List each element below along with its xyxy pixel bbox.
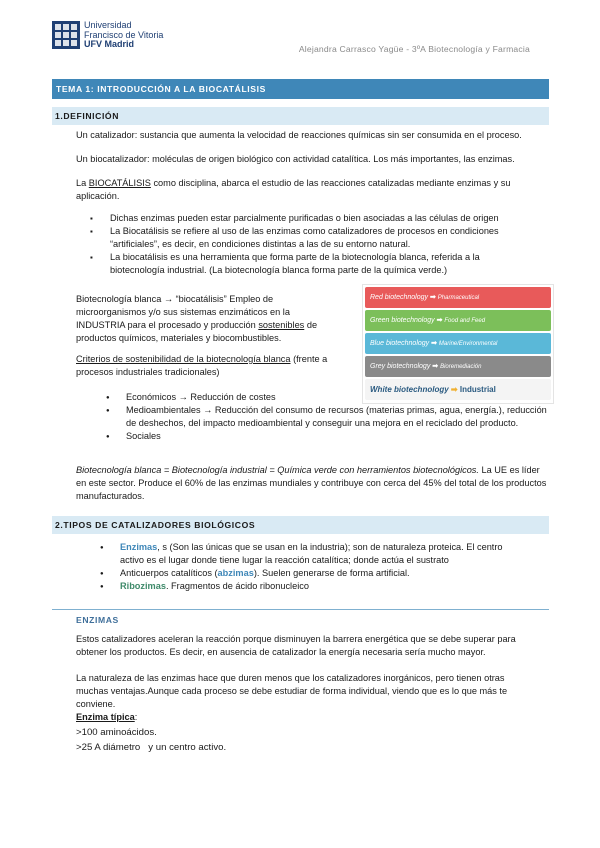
enzimas-heading: ENZIMAS bbox=[76, 615, 119, 625]
list-item: ▪ La Biocatálisis se refiere al uso de las enzimas como catalizadores de procesos en condiciones “artificiales”, es decir, en condiciones distintas a las de su entorno natural. bbox=[90, 225, 515, 251]
biotechnology-colors-figure bbox=[362, 284, 554, 404]
tema-title-bar: TEMA 1: INTRODUCCIÓN A LA BIOCATÁLISIS bbox=[52, 79, 549, 99]
list-item: ● Medioambientales → Reducción del consumo de recursos (materias primas, agua, energía.), reducción de deshechos, del impacto medioambiental y conseguir una mejora en el reciclado del producto. bbox=[106, 404, 552, 430]
biotech-row-blue: Blue biotechnology ➡ Marine/Environmental bbox=[365, 333, 551, 354]
list-item: ● Sociales bbox=[106, 430, 552, 443]
list-item: ● Enzimas, s (Son las únicas que se usan en la industria); son de naturaleza proteica. El centro activo es el lugar donde tiene lugar la reacción catalítica; donde actúa el sustrato bbox=[100, 541, 526, 567]
criterios-list bbox=[106, 391, 552, 443]
biocatalisis-term: BIOCATÁLISIS bbox=[88, 178, 151, 188]
definition-biocatalizador: Un biocatalizador: moléculas de origen biológico con actividad catalítica. Los más importantes, las enzimas. bbox=[76, 154, 515, 164]
biocatalisis-bullets bbox=[90, 212, 515, 277]
biotech-row-red: Red biotechnology ➡ Pharmaceutical bbox=[365, 287, 551, 308]
list-item: ▪ La biocatálisis es una herramienta que forma parte de la biotecnología blanca, referida a la biotecnología industrial. (La biotecnología blanca forma parte de la química verde.) bbox=[90, 251, 515, 277]
enzimas-paragraph-2: La naturaleza de las enzimas hace que duren menos que los catalizadores inorgánicos, pero tienen otras muchas ventajas.Aunque cada proceso se debe estudiar de forma individual, viendo que es lo que más te conviene. bbox=[76, 673, 508, 709]
white-biotech-definition bbox=[76, 464, 548, 503]
university-logo bbox=[52, 21, 80, 49]
eu-leader-text: La UE es líder en este sector. Produce el 60% de las enzimas mundiales y contribuye con cerca del 45% del total de los productos manufacturados. bbox=[76, 465, 547, 501]
enzima-tipica-label: Enzima típica: bbox=[76, 712, 138, 722]
white-biotech-sostenibles: sostenibles bbox=[258, 320, 305, 330]
white-biotech-paragraph bbox=[76, 293, 336, 345]
logo-line-1: Universidad bbox=[84, 20, 132, 30]
biotech-row-white: White biotechnology ➡ Industrial bbox=[365, 379, 551, 400]
section-2-heading: 2.TIPOS DE CATALIZADORES BIOLÓGICOS bbox=[52, 516, 549, 534]
enzima-tipica-aminoacidos: >100 aminoácidos. bbox=[76, 727, 157, 738]
author-header: Alejandra Carrasco Yagüe - 3ºA Biotecnología y Farmacia bbox=[298, 44, 530, 54]
biotech-row-green: Green biotechnology ➡ Food and Feed bbox=[365, 310, 551, 331]
biocatalisis-paragraph bbox=[76, 177, 516, 203]
list-item: ● Ribozimas. Fragmentos de ácido ribonucleico bbox=[100, 580, 526, 593]
university-name bbox=[84, 21, 163, 50]
list-item: ● Anticuerpos catalíticos (abzimas). Suelen generarse de forma artificial. bbox=[100, 567, 526, 580]
enzimas-paragraph-1: Estos catalizadores aceleran la reacción porque disminuyen la barrera energética que se debe superar para obtener los productos. Es decir, en ausencia de catalizador la energía necesaria sería mucho mayor. bbox=[76, 634, 516, 657]
criterios-paragraph bbox=[76, 353, 346, 379]
enzima-tipica-diametro: >25 A diámetro y un centro activo. bbox=[76, 742, 227, 753]
white-biotech-equation: Biotecnología blanca = Biotecnología industrial = Química verde con herramientos biotecnológicos. bbox=[76, 465, 479, 475]
biotech-row-grey: Grey biotechnology ➡ Bioremediación bbox=[365, 356, 551, 377]
white-biotech-pre: Biotecnología blanca → “biocatálisis” Empleo de microorganismos y/o sus sistemas enzimáticos en la INDUSTRIA para el procesado y producción bbox=[76, 294, 290, 330]
section-divider bbox=[52, 609, 549, 610]
criterios-heading: Criterios de sostenibilidad de la biotecnología blanca bbox=[76, 354, 291, 364]
list-item: ▪ Dichas enzimas pueden estar parcialmente purificadas o bien asociadas a las células de origen bbox=[90, 212, 515, 225]
white-biotech-post: de productos químicos, materiales y biocombustibles. bbox=[76, 320, 318, 343]
logo-line-2: Francisco de Vitoria bbox=[84, 29, 164, 40]
criterios-post: (frente a procesos industriales tradicionales) bbox=[76, 354, 328, 377]
logo-line-3: UFV Madrid bbox=[84, 39, 135, 49]
definition-catalizador: Un catalizador: sustancia que aumenta la velocidad de reacciones químicas sin ser consumida en el proceso. bbox=[76, 130, 522, 140]
section-1-heading: 1.DEFINICIÓN bbox=[52, 107, 549, 125]
biocatalisis-post: como disciplina, abarca el estudio de las reacciones catalizadas mediante enzimas y su aplicación. bbox=[76, 178, 511, 201]
list-item: ● Económicos → Reducción de costes bbox=[106, 391, 552, 404]
biocatalisis-pre: La bbox=[76, 178, 89, 188]
catalizadores-list bbox=[100, 541, 526, 593]
